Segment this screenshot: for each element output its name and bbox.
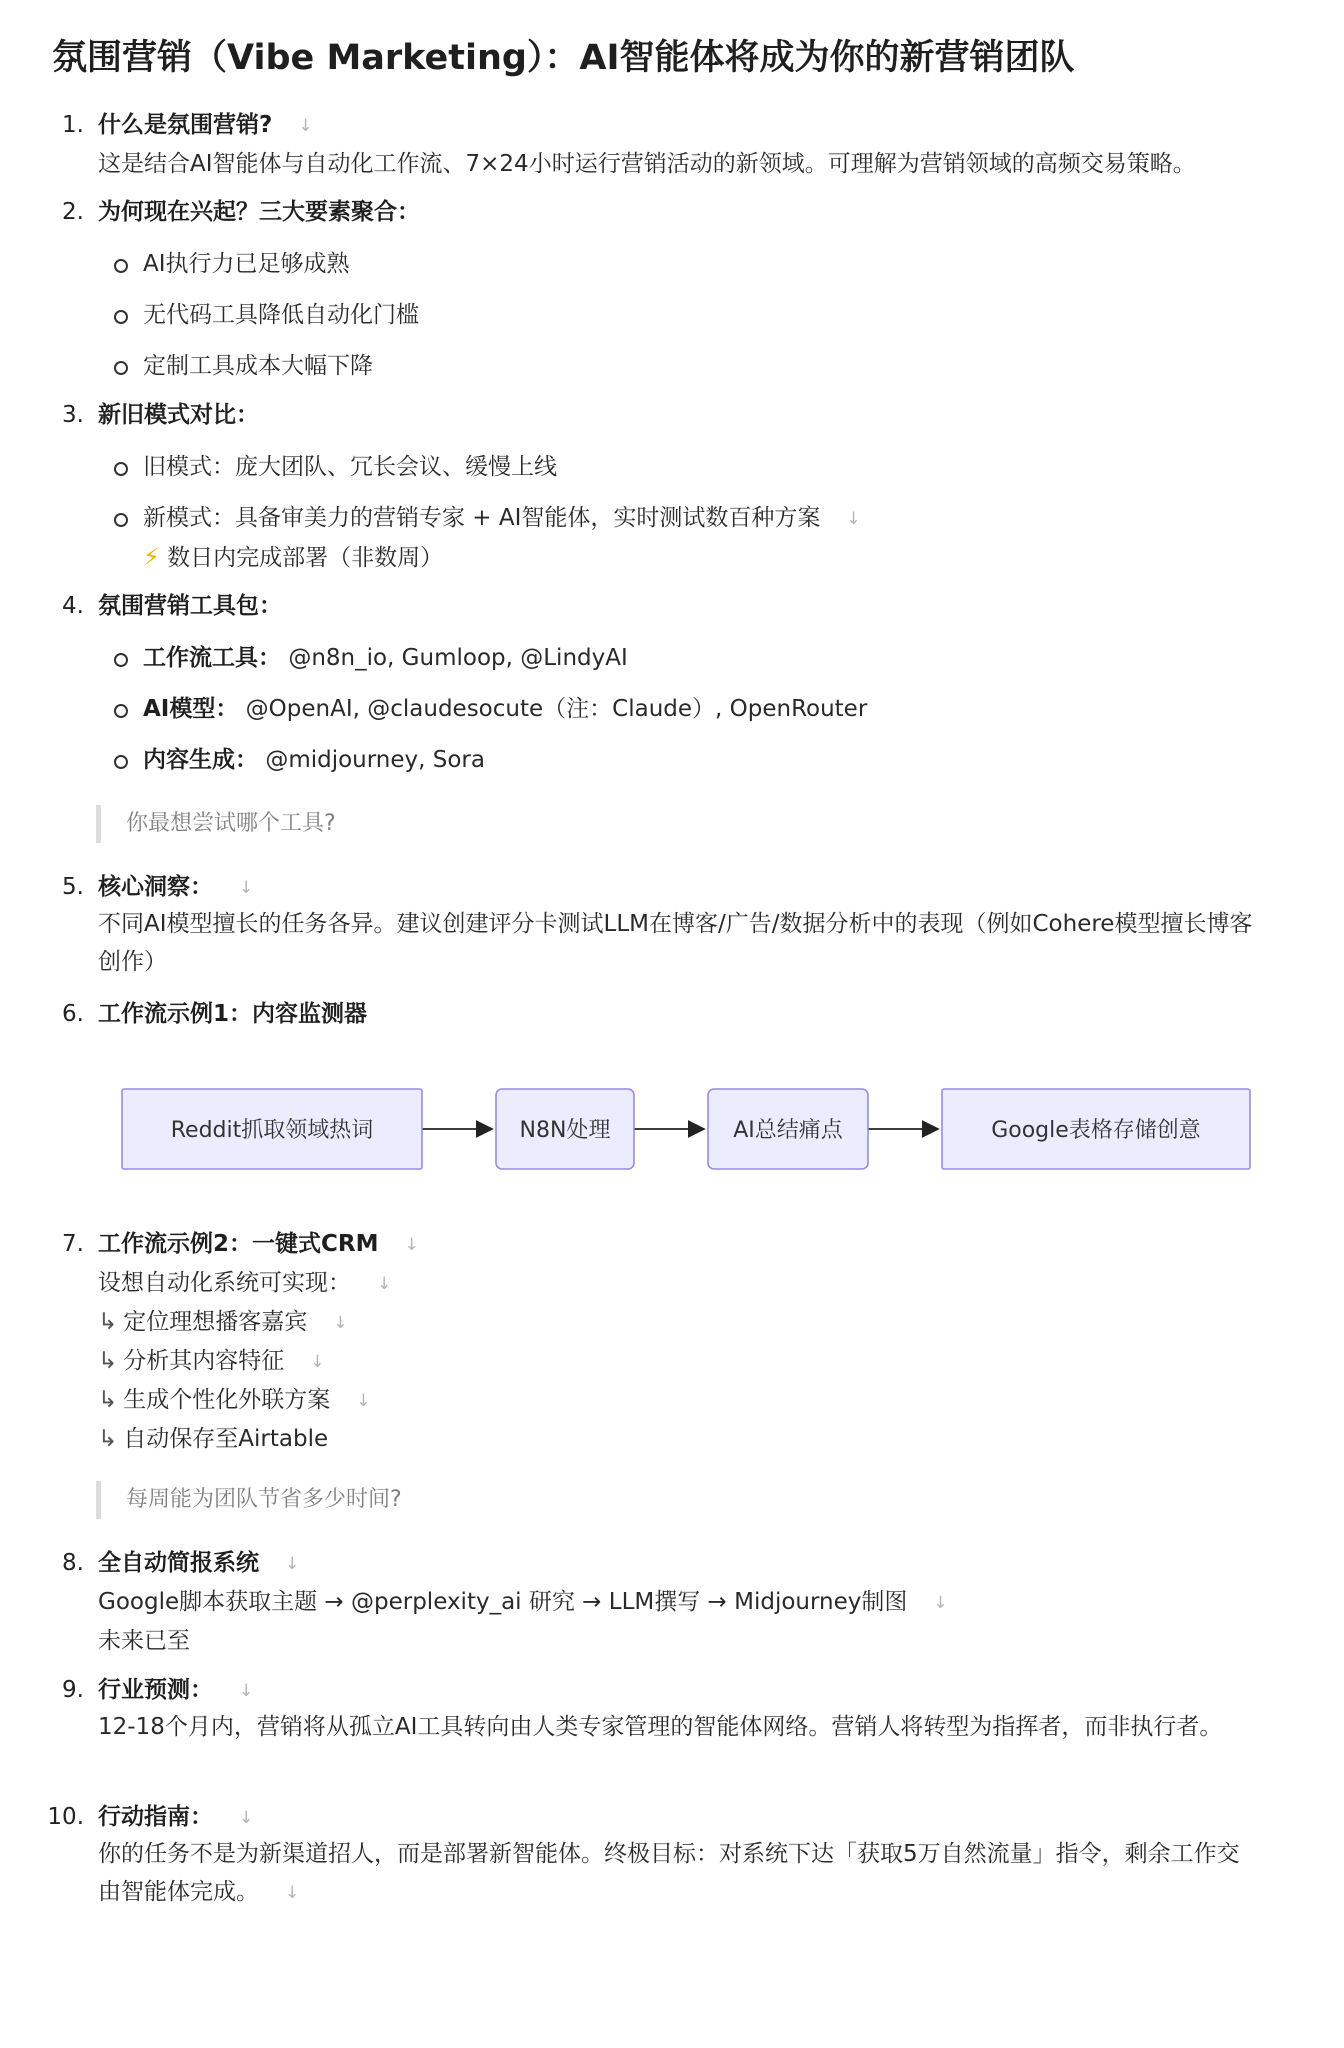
bullet-text: 新模式：具备审美力的营销专家 + AI智能体，实时测试数百种方案 ↓ — [143, 501, 861, 536]
down-arrow-icon: ↓ — [846, 509, 861, 529]
bullet-icon — [114, 361, 128, 375]
list-number: 6. — [62, 1001, 84, 1027]
section-text: 不同AI模型擅长的任务各异。建议创建评分卡测试LLM在博客/广告/数据分析中的表现（例如Cohere模型擅长博客创作） — [98, 911, 1253, 975]
section-heading: 行动指南： ↓ — [98, 1800, 253, 1835]
bullet-icon — [114, 755, 128, 769]
list-number: 10. — [47, 1804, 84, 1830]
section-heading: 新旧模式对比： — [98, 402, 259, 428]
bullet-text: AI执行力已足够成熟 — [143, 251, 350, 277]
flow-node-label: Reddit抓取领域热词 — [170, 1118, 374, 1143]
down-arrow-icon: ↓ — [377, 1274, 392, 1294]
list-number: 9. — [62, 1677, 84, 1703]
bullet-text: 定制工具成本大幅下降 — [143, 353, 373, 379]
step-item: ↳ 自动保存至Airtable — [98, 1426, 329, 1452]
bullet-text: 无代码工具降低自动化门槛 — [143, 302, 419, 328]
tool-item: AI模型： @OpenAI, @claudesocute（注：Claude）, OpenRouter — [143, 696, 868, 722]
down-arrow-icon: ↓ — [356, 1391, 371, 1411]
section-text: 12-18个月内，营销将从孤立AI工具转向由人类专家管理的智能体网络。营销人将转型为指挥者，而非执行者。 — [98, 1714, 1223, 1740]
tool-item: 内容生成： @midjourney, Sora — [143, 747, 485, 773]
return-arrow-icon: ↳ — [98, 1309, 118, 1335]
section-heading: 什么是氛围营销? ↓ — [98, 108, 313, 143]
section-heading: 工作流示例1：内容监测器 — [98, 1001, 368, 1027]
bolt-line: ⚡ 数日内完成部署（非数周） — [143, 543, 444, 571]
down-arrow-icon: ↓ — [298, 116, 313, 136]
list-number: 8. — [62, 1550, 84, 1576]
section-text: 这是结合AI智能体与自动化工作流、7×24小时运行营销活动的新领域。可理解为营销领域的高频交易策略。 — [98, 151, 1196, 177]
list-number: 2. — [62, 199, 84, 225]
return-arrow-icon: ↳ — [98, 1426, 118, 1452]
down-arrow-icon: ↓ — [239, 1808, 254, 1828]
section-text: 你的任务不是为新渠道招人，而是部署新智能体。终极目标：对系统下达「获取5万自然流量」指令，剩余工作交由智能体完成。 ↓ — [98, 1835, 1258, 1912]
bullet-icon — [114, 704, 128, 718]
lightning-bolt-icon: ⚡ — [143, 543, 160, 571]
down-arrow-icon: ↓ — [333, 1313, 348, 1333]
blockquote-bar — [96, 805, 101, 843]
down-arrow-icon: ↓ — [239, 878, 254, 898]
flow-node-label: N8N处理 — [519, 1118, 611, 1143]
step-item: ↳ 分析其内容特征 ↓ — [98, 1344, 325, 1379]
bullet-icon — [114, 259, 128, 273]
page-title: 氛围营销（Vibe Marketing）：AI智能体将成为你的新营销团队 — [52, 38, 1075, 78]
blockquote-text: 每周能为团队节省多少时间? — [126, 1487, 402, 1512]
workflow-diagram — [118, 1084, 1258, 1174]
down-arrow-icon: ↓ — [239, 1681, 254, 1701]
section-heading: 核心洞察： ↓ — [98, 870, 253, 905]
flow-node-label: AI总结痛点 — [733, 1118, 843, 1143]
blockquote-bar — [96, 1481, 101, 1519]
list-number: 3. — [62, 402, 84, 428]
section-text: 未来已至 — [98, 1628, 190, 1654]
section-heading: 行业预测： ↓ — [98, 1673, 253, 1708]
list-number: 7. — [62, 1231, 84, 1257]
section-heading: 工作流示例2：一键式CRM ↓ — [98, 1227, 419, 1262]
return-arrow-icon: ↳ — [98, 1348, 118, 1374]
down-arrow-icon: ↓ — [285, 1883, 300, 1903]
section-text: 设想自动化系统可实现： ↓ — [98, 1266, 391, 1301]
down-arrow-icon: ↓ — [285, 1554, 300, 1574]
flow-node-label: Google表格存储创意 — [991, 1118, 1201, 1143]
section-heading: 为何现在兴起？三大要素聚合： — [98, 199, 420, 225]
list-number: 1. — [62, 112, 84, 138]
section-heading: 氛围营销工具包： — [98, 593, 282, 619]
down-arrow-icon: ↓ — [933, 1593, 948, 1613]
step-item: ↳ 定位理想播客嘉宾 ↓ — [98, 1305, 348, 1340]
section-heading: 全自动简报系统 ↓ — [98, 1546, 299, 1581]
bullet-icon — [114, 462, 128, 476]
down-arrow-icon: ↓ — [404, 1235, 419, 1255]
bullet-icon — [114, 653, 128, 667]
tool-item: 工作流工具： @n8n_io, Gumloop, @LindyAI — [143, 645, 628, 671]
bullet-icon — [114, 310, 128, 324]
section-text: Google脚本获取主题 → @perplexity_ai 研究 → LLM撰写 → Midjourney制图 ↓ — [98, 1585, 948, 1620]
blockquote-text: 你最想尝试哪个工具? — [126, 811, 336, 836]
bullet-text: 旧模式：庞大团队、冗长会议、缓慢上线 — [143, 454, 557, 480]
return-arrow-icon: ↳ — [98, 1387, 118, 1413]
bullet-icon — [114, 513, 128, 527]
step-item: ↳ 生成个性化外联方案 ↓ — [98, 1383, 371, 1418]
list-number: 4. — [62, 593, 84, 619]
list-number: 5. — [62, 874, 84, 900]
down-arrow-icon: ↓ — [310, 1352, 325, 1372]
